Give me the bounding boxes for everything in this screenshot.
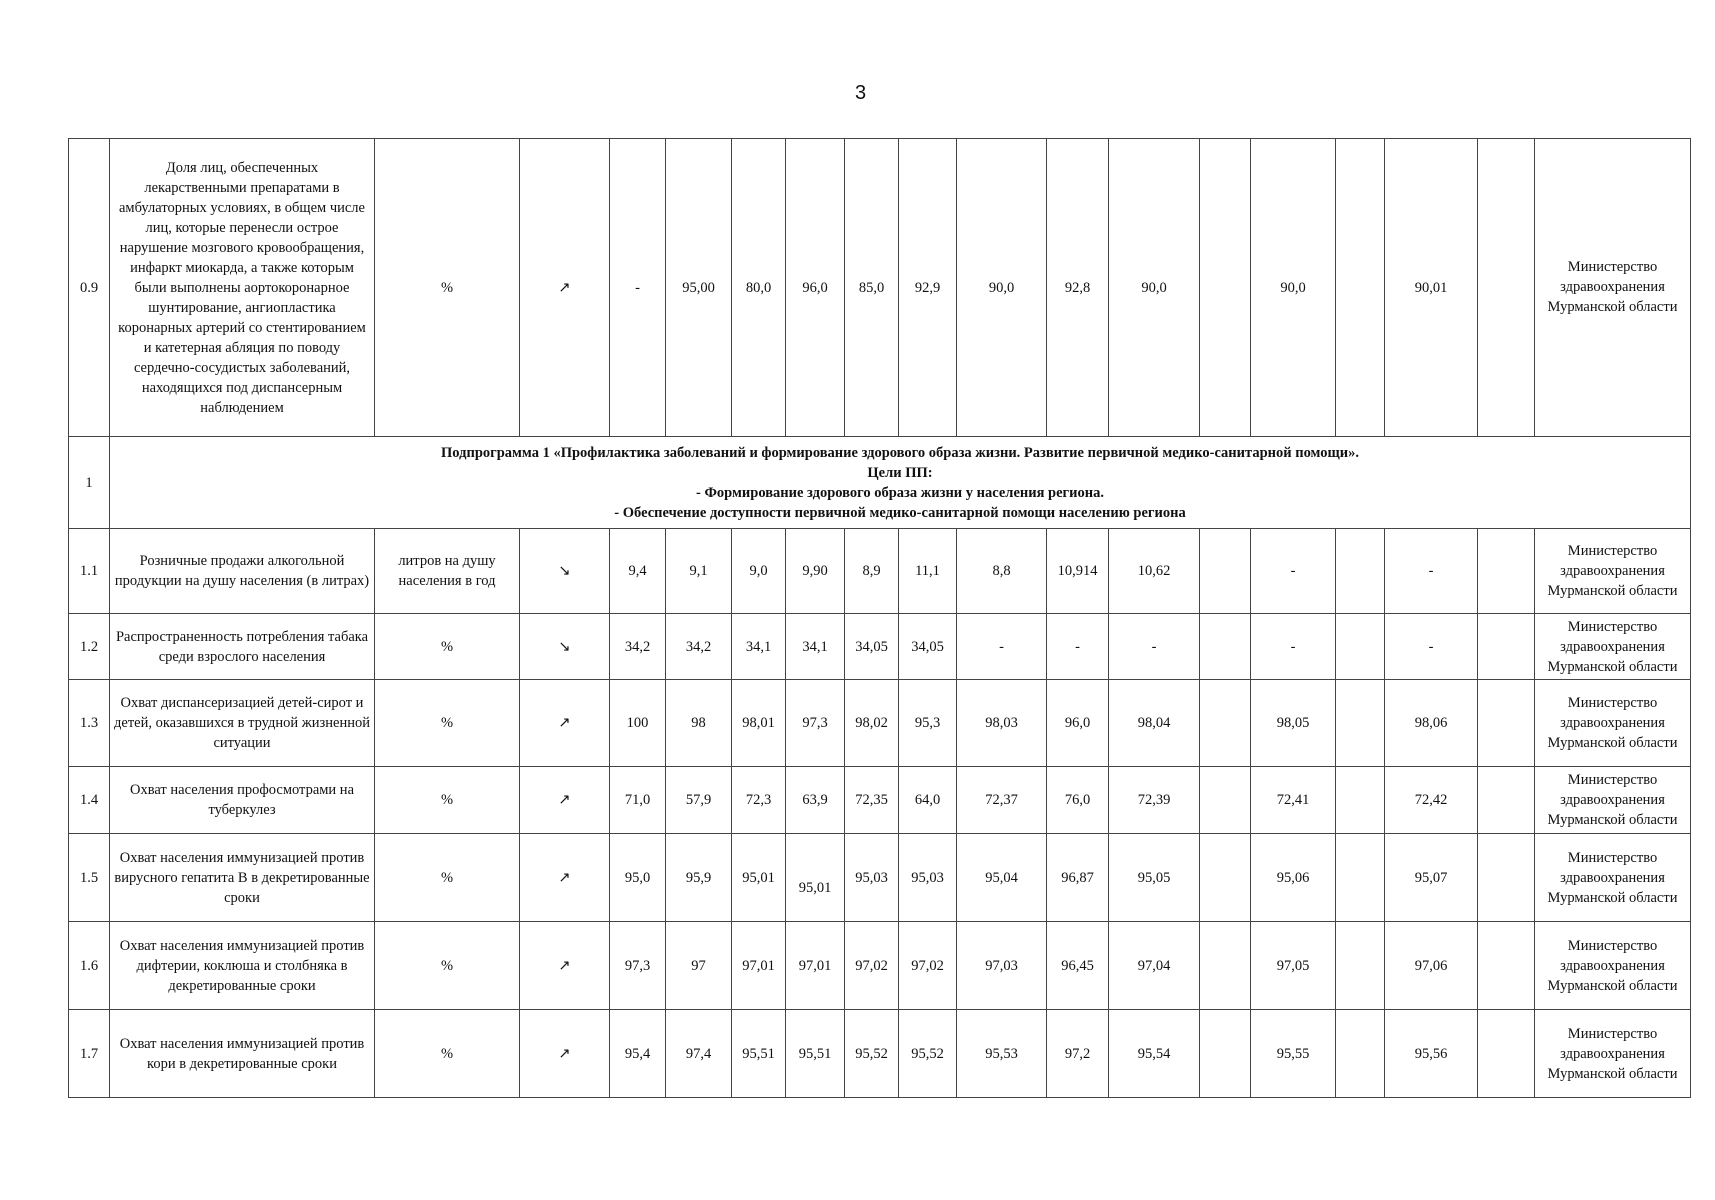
value-cell (845, 680, 899, 767)
trend-up-icon: ↗ (520, 680, 610, 767)
value-text: - (1075, 638, 1080, 655)
value-cell (786, 680, 845, 767)
value-cell (1200, 529, 1251, 614)
subprogram-row (69, 437, 1691, 529)
value-text: 98,06 (1414, 715, 1448, 731)
row-number: 1.4 (69, 767, 110, 834)
value-text: 96,45 (1061, 957, 1094, 974)
responsible-organization: Министерство здравоохранения Мурманской области (1535, 139, 1691, 437)
value-cell (845, 922, 899, 1010)
value-text: 96,0 (802, 279, 828, 296)
page-number: 3 (855, 82, 867, 104)
value-cell (610, 139, 666, 437)
indicator-name: Охват населения иммунизацией против кори в декретированные сроки (110, 1010, 375, 1098)
value-cell (786, 767, 845, 834)
value-cell (732, 767, 786, 834)
value-text: 11,1 (915, 563, 940, 579)
value-text: 97,02 (911, 957, 944, 974)
value-cell (1047, 529, 1109, 614)
row-number: 1.1 (69, 529, 110, 614)
value-cell (1047, 1010, 1109, 1098)
value-text: 95,03 (855, 869, 888, 886)
value-text: 95,03 (911, 869, 944, 886)
value-cell (666, 767, 732, 834)
value-cell (786, 922, 845, 1010)
value-cell (666, 614, 732, 680)
value-text: 92,8 (1064, 279, 1091, 296)
value-cell (610, 922, 666, 1010)
value-text: 97,04 (1137, 957, 1171, 974)
trend-down-icon: ↘ (520, 614, 610, 680)
value-text: 97,01 (798, 957, 832, 974)
value-cell (1478, 767, 1535, 834)
value-cell (957, 529, 1047, 614)
table-row (69, 1010, 1691, 1098)
value-cell (957, 922, 1047, 1010)
value-cell (957, 1010, 1047, 1098)
value-text: 98,05 (1276, 715, 1310, 731)
value-cell (1478, 1010, 1535, 1098)
value-cell (786, 139, 845, 437)
value-cell (899, 139, 957, 437)
value-cell (1385, 139, 1478, 437)
value-text: 34,05 (911, 638, 944, 655)
value-cell (1251, 767, 1336, 834)
value-text: 72,41 (1276, 792, 1310, 808)
value-text: 95,05 (1137, 869, 1171, 886)
value-cell (899, 680, 957, 767)
value-cell (845, 1010, 899, 1098)
value-text: 9,90 (802, 563, 828, 579)
value-cell (1478, 529, 1535, 614)
value-cell (1109, 834, 1200, 922)
table-row (69, 922, 1691, 1010)
value-text: - (1290, 563, 1296, 579)
value-cell (1200, 834, 1251, 922)
value-cell (1109, 767, 1200, 834)
value-text: 72,39 (1137, 792, 1171, 808)
value-cell (845, 834, 899, 922)
value-cell (610, 614, 666, 680)
indicator-name: Распространенность потребления табака среди взрослого населения (110, 614, 375, 680)
value-text: 95,4 (624, 1045, 651, 1062)
value-cell (845, 529, 899, 614)
value-text: 10,62 (1137, 563, 1171, 579)
value-text: 63,9 (802, 792, 828, 808)
table-row (69, 139, 1691, 437)
value-cell (1047, 139, 1109, 437)
value-cell (1047, 922, 1109, 1010)
trend-up-icon: ↗ (520, 834, 610, 922)
value-text: 95,3 (914, 715, 941, 731)
value-text: 72,42 (1414, 792, 1448, 808)
value-text: 97,2 (1064, 1045, 1091, 1062)
trend-up-icon: ↗ (520, 139, 610, 437)
table-row (69, 529, 1691, 614)
responsible-organization: Министерство здравоохранения Мурманской области (1535, 834, 1691, 922)
value-cell (845, 139, 899, 437)
value-text: 34,2 (624, 638, 651, 655)
value-text: 95,51 (798, 1045, 832, 1062)
value-cell (1336, 529, 1385, 614)
value-cell (1336, 614, 1385, 680)
indicator-name: Охват населения иммунизацией против дифтерии, коклюша и столбняка в декретированные сроки (110, 922, 375, 1010)
value-text: 72,37 (985, 792, 1018, 808)
trend-up-icon: ↗ (520, 767, 610, 834)
row-number: 1.5 (69, 834, 110, 922)
value-text: 95,00 (682, 279, 715, 296)
subprogram-line: - Формирование здорового образа жизни у населения региона. (696, 484, 1104, 501)
value-cell (1478, 680, 1535, 767)
unit-of-measure: литров на душу населения в год (375, 529, 520, 614)
row-number: 0.9 (69, 139, 110, 437)
value-cell (1478, 614, 1535, 680)
value-cell (786, 1010, 845, 1098)
value-text: 34,05 (855, 638, 888, 655)
row-number: 1.6 (69, 922, 110, 1010)
value-cell (1109, 139, 1200, 437)
value-text: - (1151, 638, 1157, 655)
value-cell (1251, 139, 1336, 437)
value-cell (957, 139, 1047, 437)
value-text: 76,0 (1064, 792, 1091, 808)
responsible-organization: Министерство здравоохранения Мурманской области (1535, 529, 1691, 614)
value-cell (610, 767, 666, 834)
value-cell (666, 834, 732, 922)
value-text: 8,8 (992, 563, 1011, 579)
value-text: 9,0 (749, 563, 768, 579)
value-cell (1251, 834, 1336, 922)
value-text: 9,1 (689, 563, 708, 579)
value-cell (732, 680, 786, 767)
value-cell (899, 767, 957, 834)
value-text: 34,2 (685, 638, 712, 655)
value-cell (1336, 680, 1385, 767)
value-cell (899, 834, 957, 922)
value-text: 8,9 (862, 563, 881, 579)
value-cell (1251, 1010, 1336, 1098)
table-row (69, 614, 1691, 680)
value-cell (666, 139, 732, 437)
value-text: 64,0 (914, 792, 941, 808)
responsible-organization: Министерство здравоохранения Мурманской области (1535, 614, 1691, 680)
value-cell (1200, 139, 1251, 437)
value-cell (732, 834, 786, 922)
value-cell (1251, 922, 1336, 1010)
value-text: - (635, 279, 640, 296)
value-cell (666, 922, 732, 1010)
indicator-name: Охват диспансеризацией детей-сирот и детей, оказавшихся в трудной жизненной ситуации (110, 680, 375, 767)
unit-of-measure: % (375, 614, 520, 680)
value-text: 98,03 (985, 715, 1018, 731)
row-number: 1 (69, 437, 110, 529)
value-cell (845, 767, 899, 834)
responsible-organization: Министерство здравоохранения Мурманской области (1535, 922, 1691, 1010)
value-text: - (1290, 638, 1296, 655)
value-text: 95,52 (855, 1045, 888, 1062)
unit-of-measure: % (375, 680, 520, 767)
unit-of-measure: % (375, 834, 520, 922)
value-cell (899, 922, 957, 1010)
value-cell (1200, 614, 1251, 680)
value-text: 98,04 (1137, 715, 1171, 731)
value-cell (957, 767, 1047, 834)
value-cell (1047, 680, 1109, 767)
table-row (69, 834, 1691, 922)
responsible-organization: Министерство здравоохранения Мурманской области (1535, 1010, 1691, 1098)
value-text: 95,52 (911, 1045, 944, 1062)
value-cell (899, 529, 957, 614)
value-text: 98 (691, 715, 706, 731)
value-text: 95,01 (742, 869, 775, 886)
value-text: 90,01 (1414, 279, 1448, 296)
value-cell (1385, 767, 1478, 834)
value-cell (610, 834, 666, 922)
subprogram-line: Цели ПП: (867, 464, 933, 481)
unit-of-measure: % (375, 1010, 520, 1098)
unit-of-measure: % (375, 767, 520, 834)
trend-up-icon: ↗ (520, 1010, 610, 1098)
value-cell (1478, 139, 1535, 437)
unit-of-measure: % (375, 139, 520, 437)
value-cell (786, 614, 845, 680)
value-cell (1251, 680, 1336, 767)
value-cell (1478, 922, 1535, 1010)
indicator-name: Охват населения профосмотрами на туберкулез (110, 767, 375, 834)
value-cell (1385, 1010, 1478, 1098)
value-text: - (1428, 638, 1434, 655)
table-row (69, 680, 1691, 767)
value-cell (957, 614, 1047, 680)
value-text: 97 (691, 957, 706, 974)
value-text: 98,01 (742, 715, 775, 731)
value-cell (1385, 834, 1478, 922)
value-cell (1200, 767, 1251, 834)
value-text: 95,04 (985, 869, 1018, 886)
value-cell (1251, 529, 1336, 614)
value-text: 95,51 (742, 1045, 775, 1062)
value-text: 95,06 (1276, 869, 1310, 886)
value-cell (1385, 614, 1478, 680)
value-text: 10,914 (1057, 563, 1098, 579)
value-cell (732, 614, 786, 680)
value-cell (899, 1010, 957, 1098)
value-cell (1336, 834, 1385, 922)
value-cell (1047, 767, 1109, 834)
value-text: 90,0 (988, 279, 1015, 296)
value-cell (610, 529, 666, 614)
value-cell (1200, 922, 1251, 1010)
value-cell (786, 834, 845, 922)
value-cell (666, 529, 732, 614)
value-cell (957, 834, 1047, 922)
value-text: 92,9 (914, 279, 941, 296)
value-text: 95,01 (798, 879, 832, 896)
unit-of-measure: % (375, 922, 520, 1010)
value-cell (1047, 614, 1109, 680)
row-number: 1.2 (69, 614, 110, 680)
value-cell (666, 680, 732, 767)
value-cell (610, 680, 666, 767)
value-text: 95,9 (685, 869, 712, 886)
indicators-table (68, 138, 1691, 1098)
value-cell (666, 1010, 732, 1098)
value-cell (1200, 680, 1251, 767)
value-text: 95,0 (624, 869, 651, 886)
value-cell (732, 1010, 786, 1098)
value-text: 97,3 (802, 715, 828, 731)
value-cell (1478, 834, 1535, 922)
value-cell (1200, 1010, 1251, 1098)
value-cell (1109, 680, 1200, 767)
value-cell (899, 614, 957, 680)
value-text: 97,01 (742, 957, 775, 974)
value-text: 80,0 (745, 279, 772, 296)
value-cell (732, 922, 786, 1010)
value-text: - (1428, 563, 1434, 579)
value-cell (1385, 529, 1478, 614)
subprogram-line: Подпрограмма 1 «Профилактика заболеваний и формирование здорового образа жизни. Развитие первичной медико-санитарной помощи». (441, 444, 1359, 461)
value-cell (845, 614, 899, 680)
value-cell (1109, 922, 1200, 1010)
value-text: 97,05 (1276, 957, 1310, 974)
value-text: 100 (626, 715, 649, 731)
value-text: 97,06 (1414, 957, 1448, 974)
value-cell (957, 680, 1047, 767)
value-cell (1336, 1010, 1385, 1098)
value-text: 95,53 (985, 1045, 1018, 1062)
indicator-name: Охват населения иммунизацией против вирусного гепатита В в декретированные сроки (110, 834, 375, 922)
value-text: 72,3 (745, 792, 772, 808)
value-cell (1385, 680, 1478, 767)
value-text: 9,4 (628, 563, 647, 579)
value-text: 97,03 (985, 957, 1018, 974)
value-text: 90,0 (1141, 279, 1167, 296)
value-cell (1109, 614, 1200, 680)
value-text: - (999, 638, 1004, 655)
indicator-name: Розничные продажи алкогольной продукции на душу населения (в литрах) (110, 529, 375, 614)
value-text: 97,02 (855, 957, 888, 974)
value-cell (1109, 1010, 1200, 1098)
value-text: 34,1 (745, 638, 772, 655)
value-cell (610, 1010, 666, 1098)
value-cell (1047, 834, 1109, 922)
value-cell (1251, 614, 1336, 680)
value-text: 95,54 (1137, 1045, 1171, 1062)
value-text: 95,07 (1414, 869, 1448, 886)
indicator-name: Доля лиц, обеспеченных лекарственными препаратами в амбулаторных условиях, в общем числе лиц, которые перенесли острое нарушение мозгового кровообращения, инфаркт миокарда, а также которым были выполнены аортокоронарное шунтирование, ангиопластика коронарных артерий со стентированием и катетерная абляция по поводу сердечно-сосудистых заболеваний, находящихся под диспансерным наблюдением (110, 139, 375, 437)
value-text: 34,1 (802, 638, 828, 655)
value-text: 96,87 (1061, 869, 1094, 886)
value-cell (1336, 767, 1385, 834)
row-number: 1.7 (69, 1010, 110, 1098)
value-text: 95,55 (1276, 1045, 1310, 1062)
value-cell (1336, 139, 1385, 437)
value-cell (1109, 529, 1200, 614)
value-text: 97,4 (685, 1045, 712, 1062)
value-cell (1336, 922, 1385, 1010)
responsible-organization: Министерство здравоохранения Мурманской области (1535, 680, 1691, 767)
value-text: 95,56 (1414, 1045, 1448, 1062)
table-row (69, 767, 1691, 834)
trend-down-icon: ↘ (520, 529, 610, 614)
responsible-organization: Министерство здравоохранения Мурманской области (1535, 767, 1691, 834)
subprogram-line: - Обеспечение доступности первичной медико-санитарной помощи населению региона (614, 504, 1186, 521)
value-text: 72,35 (855, 792, 888, 808)
row-number: 1.3 (69, 680, 110, 767)
value-text: 90,0 (1280, 279, 1306, 296)
value-cell (1385, 922, 1478, 1010)
value-text: 97,3 (624, 957, 651, 974)
value-cell (732, 139, 786, 437)
value-text: 96,0 (1064, 715, 1091, 731)
trend-up-icon: ↗ (520, 922, 610, 1010)
value-text: 85,0 (858, 279, 885, 296)
value-text: 98,02 (855, 715, 888, 731)
subprogram-description (110, 437, 1691, 529)
value-cell (732, 529, 786, 614)
value-cell (786, 529, 845, 614)
value-text: 71,0 (624, 792, 651, 808)
value-text: 57,9 (685, 792, 712, 808)
